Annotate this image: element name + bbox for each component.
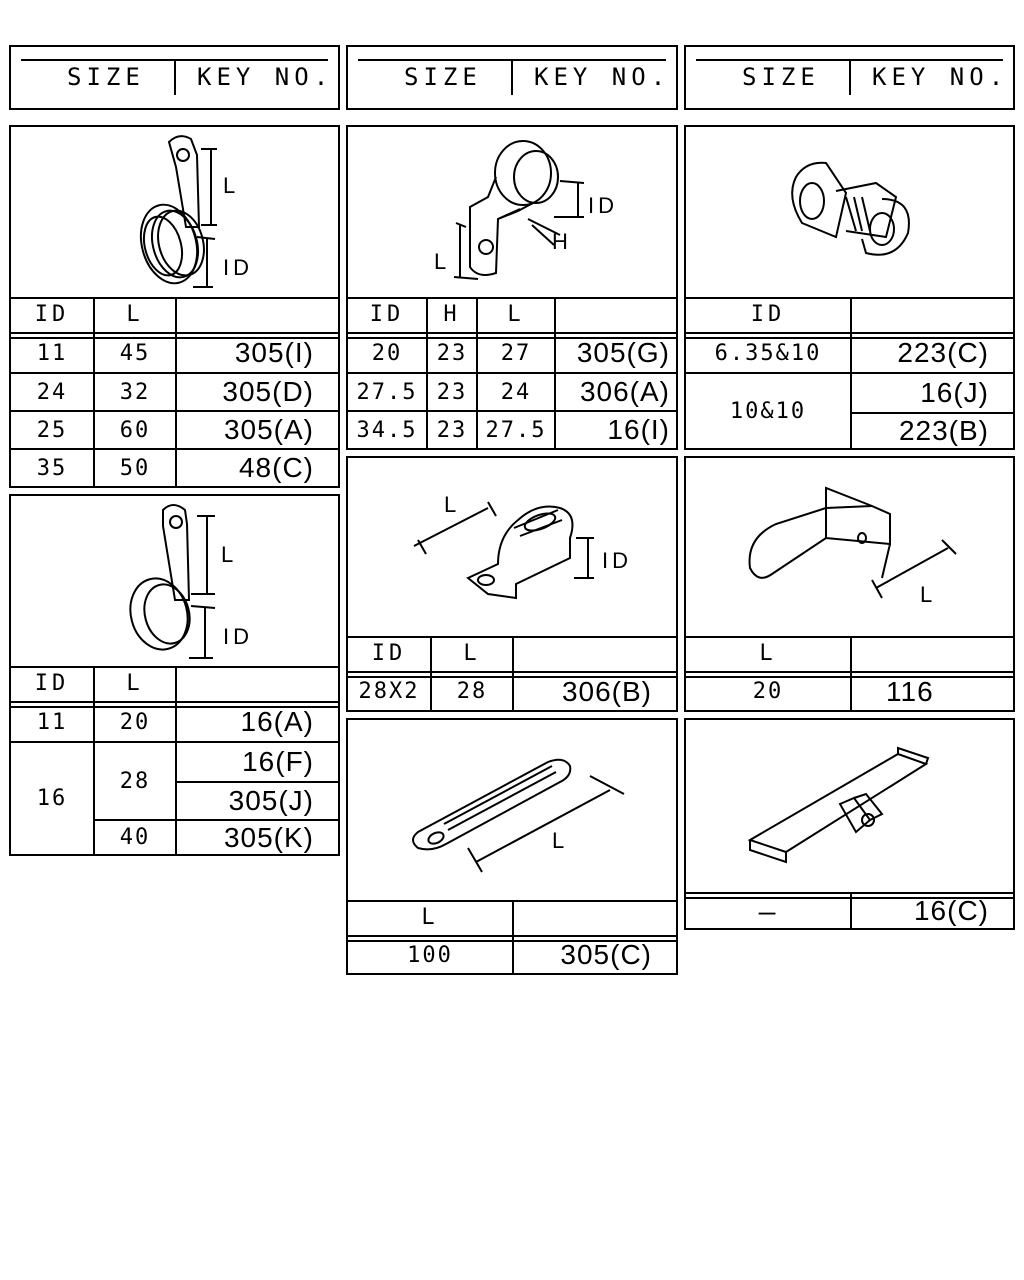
column-header-row bbox=[348, 297, 676, 332]
cell-key: 16(I) bbox=[554, 412, 676, 448]
double-clamp-drawing bbox=[348, 458, 676, 638]
cell-key: 305(I) bbox=[175, 334, 338, 372]
cell-l: 45 bbox=[93, 334, 175, 372]
col-id: ID bbox=[34, 302, 70, 327]
cell-l: 28 bbox=[430, 673, 512, 710]
cell-id: 16 bbox=[36, 786, 68, 811]
saddle-clamp-drawing bbox=[348, 127, 676, 299]
cell-h: 23 bbox=[426, 334, 476, 372]
column-header-row bbox=[11, 297, 338, 332]
cell-id: 34.5 bbox=[356, 417, 418, 443]
table-row bbox=[348, 935, 676, 973]
cell-key: 305(G) bbox=[554, 334, 676, 372]
col-id: ID bbox=[750, 302, 786, 327]
header-box-3 bbox=[684, 45, 1015, 110]
cell-l: 100 bbox=[407, 942, 453, 968]
table-row bbox=[348, 332, 676, 372]
cell-key: 48(C) bbox=[175, 450, 338, 486]
panel-double-clamp bbox=[346, 456, 678, 712]
col-key bbox=[175, 297, 338, 332]
size-header: SIZE bbox=[404, 63, 482, 91]
col-h: H bbox=[426, 297, 476, 332]
col-l: L bbox=[759, 641, 777, 666]
bent-tab-drawing bbox=[686, 458, 1013, 638]
col-l: L bbox=[93, 666, 175, 701]
l-dim-label: L bbox=[552, 828, 565, 853]
l-dim-label: L bbox=[920, 582, 933, 607]
cell-id: 35 bbox=[36, 455, 68, 481]
col-l: L bbox=[93, 297, 175, 332]
cell-key: 223(C) bbox=[850, 334, 1013, 372]
band-clip-drawing bbox=[686, 720, 1013, 894]
cell-l: 50 bbox=[93, 450, 175, 486]
col-key bbox=[512, 636, 676, 671]
cell-id: 11 bbox=[36, 340, 68, 366]
slotted-strap-drawing bbox=[348, 720, 676, 902]
cell-key: 16(F) bbox=[175, 743, 338, 781]
col-id: ID bbox=[34, 671, 70, 696]
cell-l: 20 bbox=[752, 679, 784, 704]
panel-bent-tab bbox=[684, 456, 1015, 712]
p-clamp-drawing bbox=[11, 496, 338, 668]
cell-id: 11 bbox=[36, 709, 68, 735]
table-row bbox=[348, 372, 676, 410]
cell-id: 6.35&10 bbox=[714, 340, 822, 366]
cell-key: 305(A) bbox=[175, 412, 338, 448]
cell-id: 27.5 bbox=[356, 379, 418, 405]
table-row bbox=[686, 332, 1013, 372]
table-row bbox=[686, 892, 1013, 928]
col-id: ID bbox=[369, 302, 405, 327]
key-no-header: KEY NO. bbox=[872, 63, 1009, 91]
panel-band-clip bbox=[684, 718, 1015, 930]
table-row bbox=[348, 410, 676, 448]
col-key bbox=[175, 666, 338, 701]
table-row bbox=[11, 448, 338, 486]
panel-twin-clip bbox=[684, 125, 1015, 450]
cell-id: 28X2 bbox=[358, 679, 420, 704]
cell-key: 305(K) bbox=[175, 819, 338, 854]
table-row-group bbox=[11, 741, 338, 854]
col-l: L bbox=[476, 297, 554, 332]
col-id: ID bbox=[371, 641, 407, 666]
id-dim-label: ID bbox=[223, 255, 253, 280]
cell-id: 10&10 bbox=[729, 398, 807, 424]
cell-l: 20 bbox=[93, 703, 175, 741]
cell-key: 306(A) bbox=[554, 374, 676, 410]
panel-slotted-strap bbox=[346, 718, 678, 975]
column-header-row bbox=[348, 900, 676, 935]
cell-key: 306(B) bbox=[512, 673, 676, 710]
table-row bbox=[11, 372, 338, 410]
header-box-2 bbox=[346, 45, 678, 110]
col-l: L bbox=[430, 636, 512, 671]
cell-l: 32 bbox=[93, 374, 175, 410]
column-header-row bbox=[686, 297, 1013, 332]
cell-h: 23 bbox=[426, 412, 476, 448]
l-dim-label: L bbox=[223, 173, 236, 198]
l-dim-label: L bbox=[444, 492, 457, 517]
table-row bbox=[686, 671, 1013, 710]
cell-id: 25 bbox=[36, 417, 68, 443]
panel-p-clamp bbox=[9, 494, 340, 856]
twin-clip-drawing bbox=[686, 127, 1013, 299]
ribbed-clamp-drawing bbox=[11, 127, 338, 299]
cell-key: 16(A) bbox=[175, 703, 338, 741]
cell-l: 27 bbox=[476, 334, 554, 372]
key-no-header: KEY NO. bbox=[197, 63, 334, 91]
cell-h: 23 bbox=[426, 374, 476, 410]
cell-key: 305(D) bbox=[175, 374, 338, 410]
col-key bbox=[512, 900, 676, 935]
col-key bbox=[850, 297, 1013, 332]
table-row bbox=[348, 671, 676, 710]
cell-key: 223(B) bbox=[850, 412, 1013, 448]
column-header-row bbox=[11, 666, 338, 701]
panel-ribbed-clamp bbox=[9, 125, 340, 488]
cell-l: 40 bbox=[93, 819, 175, 854]
cell-l: 28 bbox=[93, 743, 175, 819]
table-row bbox=[11, 410, 338, 448]
l-dim-label: L bbox=[221, 542, 234, 567]
cell-l: 60 bbox=[93, 412, 175, 448]
cell-id: 20 bbox=[371, 340, 403, 366]
panel-saddle-clamp bbox=[346, 125, 678, 450]
table-row bbox=[11, 701, 338, 741]
key-no-header: KEY NO. bbox=[534, 63, 671, 91]
col-key bbox=[850, 636, 1013, 671]
table-row-group bbox=[686, 372, 1013, 448]
column-header-row bbox=[348, 636, 676, 671]
id-dim-label: ID bbox=[602, 548, 632, 573]
cell-l: 27.5 bbox=[476, 412, 554, 448]
size-header: SIZE bbox=[67, 63, 145, 91]
col-l: L bbox=[421, 905, 439, 930]
cell-key: 116 bbox=[850, 673, 1013, 710]
id-dim-label: ID bbox=[223, 624, 253, 649]
cell-dash: — bbox=[758, 894, 778, 928]
cell-l: 24 bbox=[476, 374, 554, 410]
col-key bbox=[554, 297, 676, 332]
table-row bbox=[11, 332, 338, 372]
l-dim-label: L bbox=[434, 249, 447, 274]
cell-key: 305(J) bbox=[175, 781, 338, 819]
column-header-row bbox=[686, 636, 1013, 671]
header-box-1 bbox=[9, 45, 340, 110]
h-dim-label: H bbox=[552, 229, 568, 254]
cell-id: 24 bbox=[36, 379, 68, 405]
cell-key: 16(J) bbox=[850, 374, 1013, 412]
size-header: SIZE bbox=[742, 63, 820, 91]
cell-key: 16(C) bbox=[850, 894, 1013, 928]
id-dim-label: ID bbox=[588, 193, 618, 218]
cell-key: 305(C) bbox=[512, 937, 676, 973]
